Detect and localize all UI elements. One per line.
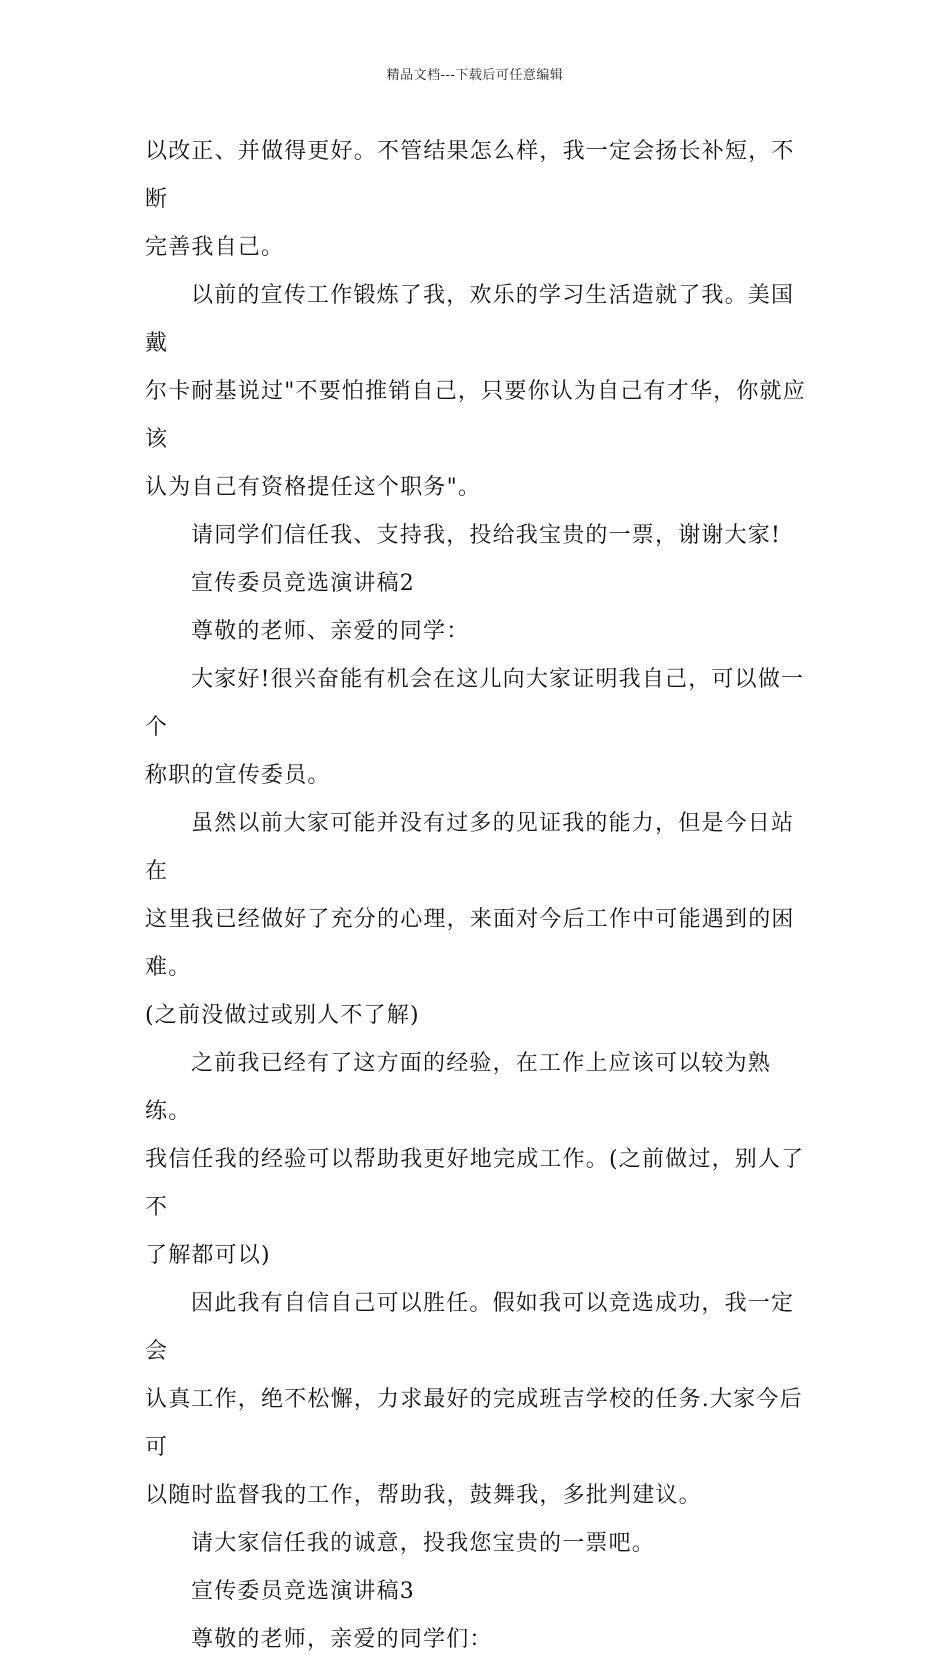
text-line: 认真工作，绝不松懈，力求最好的完成班吉学校的任务.大家今后可 xyxy=(145,1387,803,1460)
text-line: 这里我已经做好了充分的心理，来面对今后工作中可能遇到的困难。 xyxy=(145,907,795,980)
text-line: 虽然以前大家可能并没有过多的见证我的能力，但是今日站在 xyxy=(145,811,795,884)
text-line: 因此我有自信自己可以胜任。假如我可以竞选成功，我一定会 xyxy=(145,1291,795,1364)
salutation: 尊敬的老师、亲爱的同学： xyxy=(191,619,470,644)
document-body xyxy=(145,128,815,1664)
text-line: 以随时监督我的工作，帮助我，鼓舞我，多批判建议。 xyxy=(145,1483,702,1508)
text-line: 以改正、并做得更好。不管结果怎么样，我一定会扬长补短，不断 xyxy=(145,139,795,212)
text-line: (之前没做过或别人不了解) xyxy=(145,1003,420,1028)
text-line: 请同学们信任我、支持我，投给我宝贵的一票，谢谢大家! xyxy=(191,523,782,548)
text-line: 称职的宣传委员。 xyxy=(145,763,331,788)
text-line: 大家好!很兴奋能有机会在这儿向大家证明我自己，可以做一个 xyxy=(145,667,805,740)
text-line: 之前我已经有了这方面的经验，在工作上应该可以较为熟练。 xyxy=(145,1051,772,1124)
text-line: 请大家信任我的诚意，投我您宝贵的一票吧。 xyxy=(191,1531,656,1556)
text-line: 以前的宣传工作锻炼了我，欢乐的学习生活造就了我。美国戴 xyxy=(145,283,795,356)
text-line: 尔卡耐基说过"不要怕推销自己，只要你认为自己有才华，你就应该 xyxy=(145,379,806,452)
section-title: 宣传委员竞选演讲稿3 xyxy=(191,1579,415,1604)
text-line: 认为自己有资格提任这个职务"。 xyxy=(145,475,482,500)
text-line: 我信任我的经验可以帮助我更好地完成工作。(之前做过，别人了不 xyxy=(145,1147,805,1220)
page-header: 精品文档---下载后可任意编辑 xyxy=(386,68,564,83)
salutation: 尊敬的老师，亲爱的同学们： xyxy=(191,1627,493,1652)
section-title: 宣传委员竞选演讲稿2 xyxy=(191,571,415,596)
text-line: 了解都可以) xyxy=(145,1243,271,1268)
text-line: 完善我自己。 xyxy=(145,235,285,260)
